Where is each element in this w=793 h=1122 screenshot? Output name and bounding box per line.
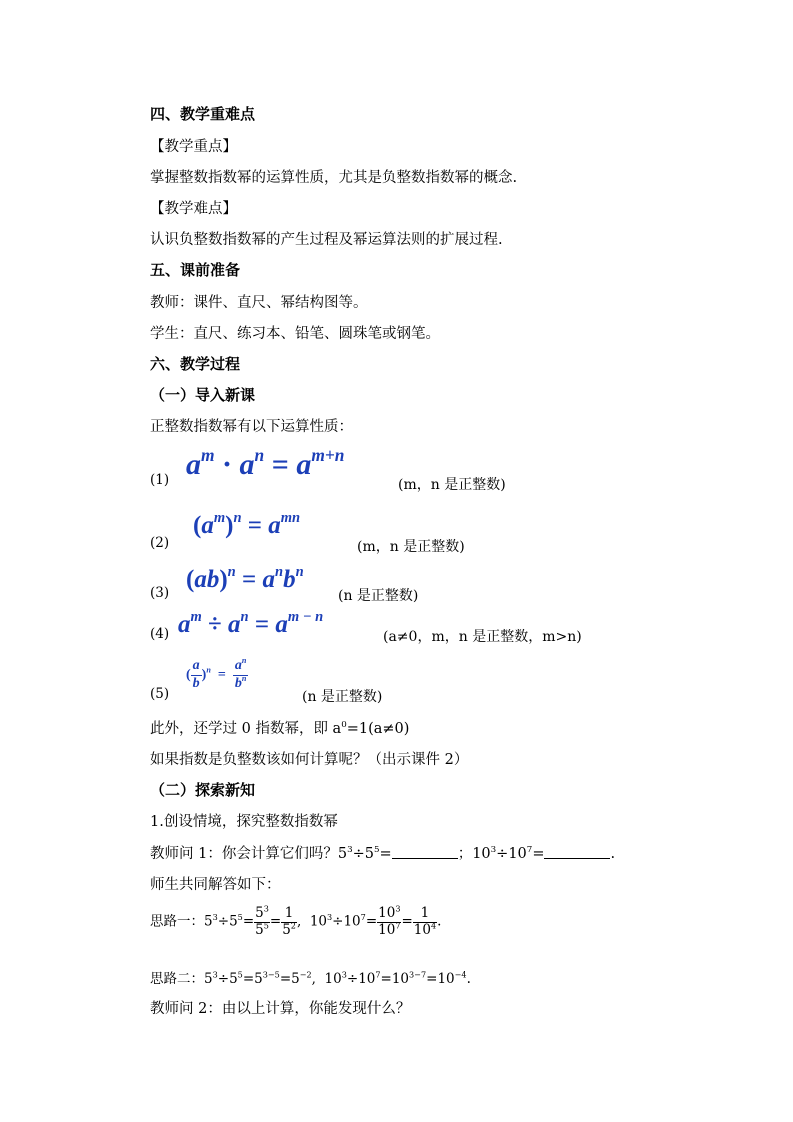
rule-2-number: (2) — [150, 535, 170, 551]
difficult-points-text: 认识负整数指数幂的产生过程及幂运算法则的扩展过程. — [150, 232, 503, 248]
teacher-question-1: 教师问 1：你会计算它们吗？$5^3\div 5^5=$ ；$10^3\div 10^7=$ . — [150, 844, 616, 862]
intro-text: 正整数指数幂有以下运算性质： — [150, 419, 353, 435]
rule-2-formula: $(a^m)^n = a^{mn}$ — [193, 510, 301, 539]
idea-1: 思路一：$5^3\div 5^5=$ $\frac{5^3}{5^5}$ = $\frac{1}{5^2}$ , $10^3\div 10^7=$ $\frac{10^3}{10^7}$ = $\frac{1}{10^4}$ . — [150, 903, 442, 938]
negative-question: 如果指数是负整数该如何计算呢？（出示课件 2） — [150, 752, 469, 768]
rule-1-number: (1) — [150, 472, 170, 488]
section-6-title: 六、教学过程 — [150, 355, 241, 373]
key-points-label: 【教学重点】 — [150, 139, 237, 155]
part-2-title: （二）探索新知 — [150, 781, 256, 799]
rule-4-condition: (a≠0，m，n 是正整数，m>n) — [383, 629, 582, 645]
teacher-question-2: 教师问 2：由以上计算，你能发现什么？ — [150, 1001, 411, 1017]
difficult-points-label: 【教学难点】 — [150, 201, 237, 217]
rule-3-formula: $(ab)^n = a^nb^n$ — [186, 564, 304, 593]
zero-exponent-text: 此外，还学过 0 指数幂，即 $a^0=1(a\ne 0)$ — [150, 719, 410, 737]
part-1-title: （一）导入新课 — [150, 386, 256, 404]
rule-3-condition: (n 是正整数) — [338, 588, 419, 604]
key-points-text: 掌握整数指数幂的运算性质，尤其是负整数指数幂的概念. — [150, 170, 518, 186]
teacher-prep: 教师：课件、直尺、幂结构图等。 — [150, 295, 368, 311]
rule-5-condition: (n 是正整数) — [302, 689, 383, 705]
rule-4-number: (4) — [150, 626, 170, 642]
rule-2-condition: (m，n 是正整数) — [357, 539, 465, 555]
rule-3-number: (3) — [150, 585, 170, 601]
item-1-title: 1.创设情境，探究整数指数幂 — [150, 814, 338, 830]
rule-1-condition: (m，n 是正整数) — [398, 477, 506, 493]
rule-5-number: (5) — [150, 686, 170, 702]
section-5-title: 五、课前准备 — [150, 261, 241, 279]
student-prep: 学生：直尺、练习本、铅笔、圆珠笔或钢笔。 — [150, 326, 440, 342]
rule-1-formula: $a^m \cdot a^n = a^{m+n}$ — [186, 444, 345, 481]
answer-blank-1[interactable] — [392, 846, 458, 859]
section-4-title: 四、教学重难点 — [150, 105, 256, 123]
answer-intro: 师生共同解答如下： — [150, 877, 281, 893]
answer-blank-2[interactable] — [544, 846, 610, 859]
rule-4-formula: $a^m \div a^n = a^{m - n}$ — [178, 609, 324, 638]
idea-2: 思路二：$5^3\div 5^5=5^{3-5}=5^{-2}$, $10^3\div 10^7=10^{3-7}=10^{-4}$. — [150, 969, 471, 987]
rule-5-formula: ( $\frac{a}{b}$ )$^n$ = $\frac{a^n}{b^n}$ — [186, 655, 247, 691]
